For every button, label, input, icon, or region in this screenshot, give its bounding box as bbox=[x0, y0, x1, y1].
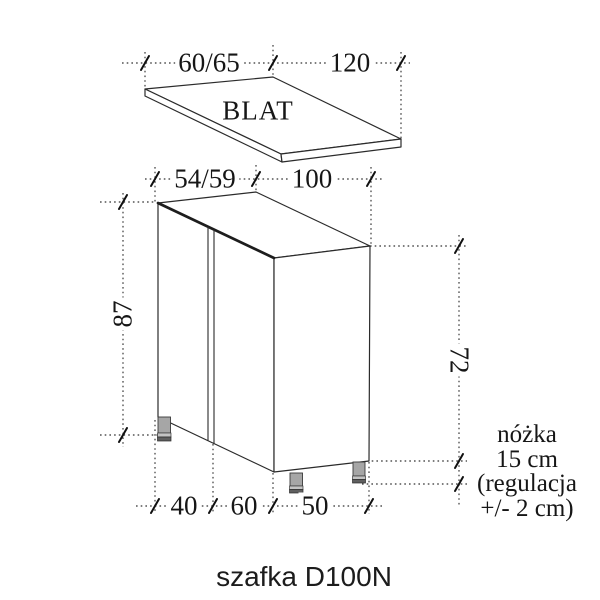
cabinet-depth-dim: 54/59 bbox=[171, 166, 239, 193]
leg-ring bbox=[290, 486, 304, 490]
leg-foot bbox=[158, 437, 172, 441]
leg-note bbox=[477, 423, 577, 521]
leg-note-line4: +/- 2 cm) bbox=[480, 494, 574, 522]
right-door-width-dim: 60 bbox=[228, 493, 261, 520]
cabinet-side-face bbox=[274, 246, 370, 472]
leg-foot bbox=[353, 480, 366, 484]
left-door-width-dim: 40 bbox=[168, 493, 201, 520]
cabinet-body bbox=[158, 192, 370, 472]
leg-ring bbox=[158, 433, 172, 437]
leg-cylinder bbox=[290, 473, 303, 486]
worktop-label: BLAT bbox=[222, 95, 294, 126]
bottom-depth-dim: 50 bbox=[299, 493, 332, 520]
body-height-dim: 72 bbox=[446, 344, 473, 377]
dimension-tick bbox=[367, 172, 375, 186]
leg-cylinder bbox=[158, 417, 171, 433]
worktop-depth-dim: 60/65 bbox=[175, 50, 243, 77]
leg-cylinder bbox=[353, 462, 365, 476]
worktop-width-dim: 120 bbox=[327, 50, 374, 77]
dimension-tick bbox=[269, 56, 277, 70]
leg-note-line3: (regulacja bbox=[477, 470, 577, 497]
leg-note-line1: nóżka bbox=[497, 421, 557, 448]
drawing-title: szafka D100N bbox=[216, 561, 392, 592]
cabinet-leg-rear-right bbox=[353, 462, 366, 483]
leg-note-line2: 15 cm bbox=[496, 445, 558, 473]
leg-ring bbox=[353, 476, 366, 480]
cabinet-leg-front-left bbox=[158, 417, 172, 441]
total-height-dim: 87 bbox=[110, 298, 137, 331]
dimension-tick bbox=[151, 172, 159, 186]
cabinet-width-dim: 100 bbox=[289, 166, 336, 193]
